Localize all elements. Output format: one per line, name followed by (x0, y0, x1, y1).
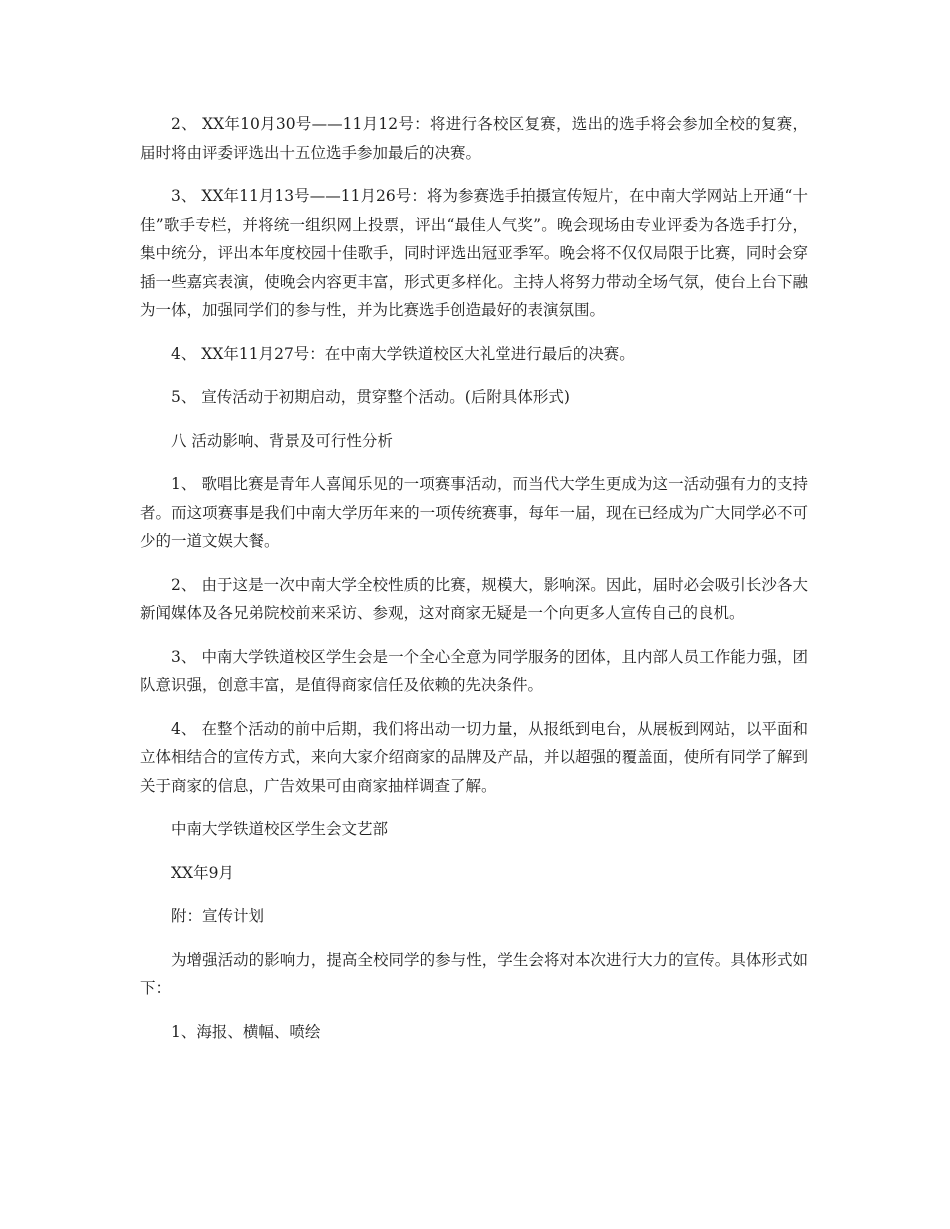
paragraph-appendix-intro: 为增强活动的影响力，提高全校同学的参与性，学生会将对本次进行大力的宣传。具体形式如下： (140, 950, 808, 997)
document-page (140, 110, 808, 1061)
appendix-heading: 附：宣传计划 (171, 907, 265, 925)
paragraph-impact-1: 1、 歌唱比赛是青年人喜闻乐见的一项赛事活动，而当代大学生更成为这一活动强有力的支持者。而这项赛事是我们中南大学历年来的一项传统赛事，每年一届，现在已经成为广大同学必不可少的一道文娱大餐。 (140, 475, 808, 550)
paragraph-final: 4、 XX年11月27号：在中南大学铁道校区大礼堂进行最后的决赛。 (171, 344, 635, 363)
paragraph-impact-3: 3、 中南大学铁道校区学生会是一个全心全意为同学服务的团体，且内部人员工作能力强，团队意识强，创意丰富，是值得商家信任及依赖的先决条件。 (140, 647, 808, 694)
signature-date: XX年9月 (171, 863, 234, 882)
appendix-item-1: 1、海报、横幅、喷绘 (171, 1022, 321, 1041)
paragraph-promotion: 5、 宣传活动于初期启动，贯穿整个活动。(后附具体形式) (171, 388, 570, 406)
paragraph-round2: 2、 XX年10月30号——11月12号：将进行各校区复赛，选出的选手将会参加全校的复赛，届时将由评委评选出十五位选手参加最后的决赛。 (140, 115, 808, 162)
section-heading-impact: 八 活动影响、背景及可行性分析 (171, 431, 393, 450)
signature-organization: 中南大学铁道校区学生会文艺部 (171, 820, 389, 838)
paragraph-round3: 3、 XX年11月13号——11月26号：将为参赛选手拍摄宣传短片，在中南大学网站上开通“十佳”歌手专栏，并将统一组织网上投票，评出“最佳人气奖”。晚会现场由专业评委为各选手打分，集中统分，评出本年度校园十佳歌手，同时评选出冠亚季军。晚会将不仅仅局限于比赛，同时会穿插一些嘉宾表演，使晚会内容更丰富，形式更多样化。主持人将努力带动全场气氛，使台上台下融为一体，加强同学们的参与性，并为比赛选手创造最好的表演氛围。 (140, 187, 808, 319)
paragraph-impact-4: 4、 在整个活动的前中后期，我们将出动一切力量，从报纸到电台，从展板到网站，以平面和立体相结合的宣传方式，来向大家介绍商家的品牌及产品，并以超强的覆盖面，使所有同学了解到关于商家的信息，广告效果可由商家抽样调查了解。 (140, 719, 808, 795)
paragraph-impact-2: 2、 由于这是一次中南大学全校性质的比赛，规模大，影响深。因此，届时必会吸引长沙各大新闻媒体及各兄弟院校前来采访、参观，这对商家无疑是一个向更多人宣传自己的良机。 (140, 575, 808, 622)
